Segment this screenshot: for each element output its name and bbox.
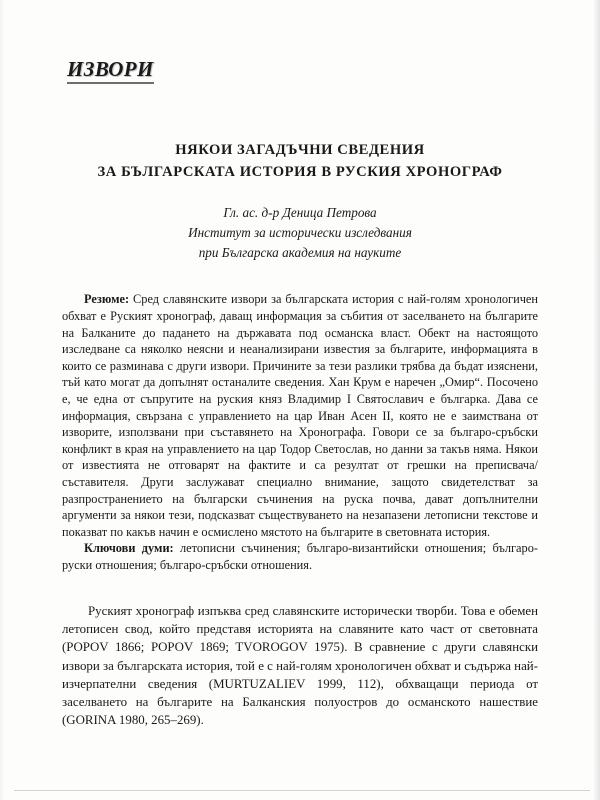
abstract-text: Сред славянските извори за българската история с най-голям хронологичен обхват е Руският хронограф, даващ информация за събития от заселването на българите на Балканите до падането на държавата под османска власт. Обект на настоящото изследване са няколко неясни и неанализирани известия за българите, информацията в които се разминава с други извори. Причините за тези разлики трябва да бъдат изяснени, тъй като могат да допълнят останалите сведения. Хан Крум е наречен „Омир“. Посочено е, че една от съпругите на руския княз Владимир I Святославич е българка. Дава се информация, свързана с управлението на цар Иван Асен II, която не е заимствана от изворите, използвани при съставянето на Хронографа. Говори се за българо-сръбски конфликт в края на управлението на цар Тодор Светослав, но данни за такъв няма. Някои от известията не отговарят на фактите и са резултат от грешки на преписвача/съставителя. Други заслужават специално внимание, защото свидетелстват за разпространението на български съчинения на руска почва, дават допълнителни аргументи за някои тези, подсказват съществуването на незапазени летописни текстове и показват по какъв начин е осмислено мястото на българите в световната история. [62,292,538,539]
abstract-paragraph [62,291,538,540]
author-affiliation-line-1: Институт за исторически изследвания [188,225,412,241]
section-rubric: ИЗВОРИ [67,58,154,84]
title-line-1: НЯКОИ ЗАГАДЪЧНИ СВЕДЕНИЯ [175,142,425,159]
title-line-2: ЗА БЪЛГАРСКАТА ИСТОРИЯ В РУСКИЯ ХРОНОГРАФ [97,163,503,180]
author-block [62,203,538,263]
article-title [62,140,538,183]
keywords-label: Ключови думи: [84,541,174,556]
author-affiliation-line-2: при Българска академия на науките [198,245,402,261]
scan-edge-left [0,0,4,800]
scan-edge-right [593,0,600,800]
abstract-label: Резюме: [84,292,130,307]
author-name: Гл. ас. д-р Деница Петрова [223,205,377,221]
scan-edge-bottom [14,790,590,791]
body-paragraph-1: Руският хронограф изпъква сред славянските исторически творби. Това е обемен летописен свод, който представя историята на славяните като част от световната (POPOV 1866; POPOV 1869; TVOROGOV 1975). В сравнение с други славянски извори за българската история, той е с най-голям хронологичен обхват и съдържа най-изчерпателни сведения (MURTUZALIEV 1999, 112), обхващащи периода от заселването на българите на Балканския полуостров до османското нашествие (GORINA 1980, 265–269). [62,603,538,728]
abstract-section [62,291,538,573]
body-section [62,602,538,730]
keywords-paragraph [62,540,538,573]
page-content [62,0,538,730]
keywords-text: летописни съчинения; българо-византийски отношения; българо-руски отношения; българо-сръбски отношения. [62,541,538,572]
